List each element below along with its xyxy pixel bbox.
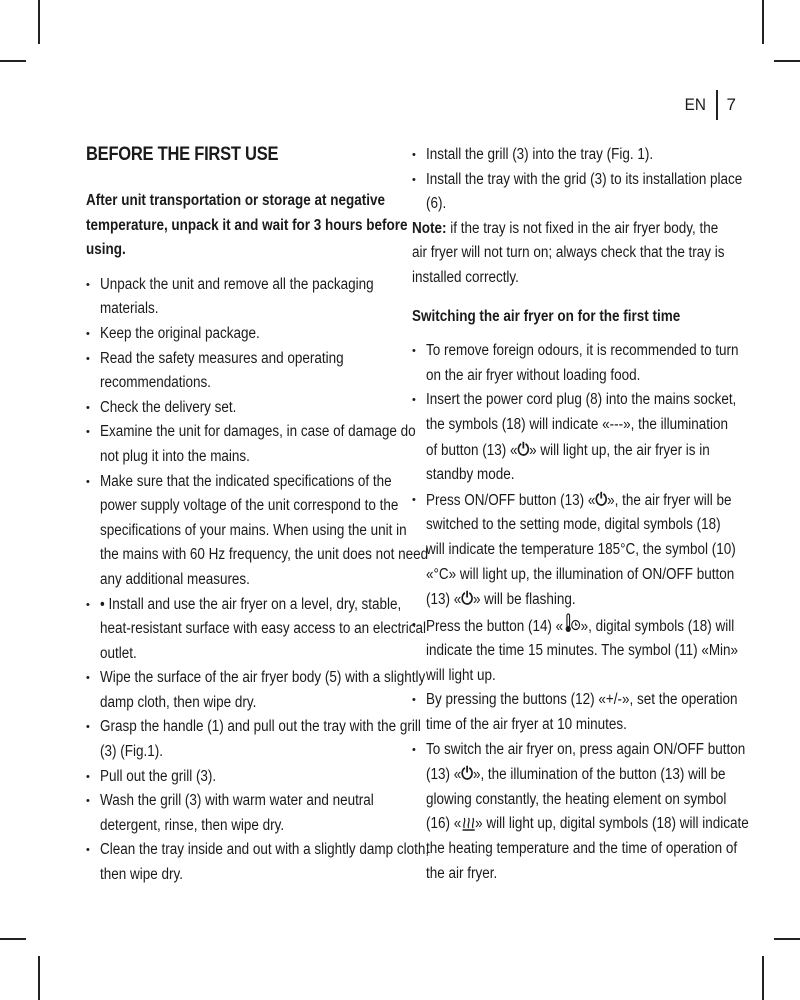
- crop-mark: [0, 938, 26, 940]
- list-item: • Install the tray with the grid (3) to its installation place (6).: [412, 168, 722, 217]
- list-item: • Press the button (14) « », digital symbols (18) will indicate the time 15 minutes. The symbol (11) «Min» will light up.: [412, 613, 722, 689]
- list-item: • Press ON/OFF button (13) «⏻», the air fryer will be switched to the setting mode, digital symbols (18) will indicate the temperature 185°C, the symbol (10) «°C» will light up, the illumination of ON/OFF button (13) «⏻» will be flashing.: [412, 488, 722, 613]
- right-column: [412, 143, 749, 886]
- list-item: • Make sure that the indicated specifications of the power supply voltage of the unit correspond to the specifications of your mains. When using the unit in the mains with 60 Hz frequency, the unit does not need any additional measures.: [86, 470, 400, 593]
- list-item: • By pressing the buttons (12) «+/-», set the operation time of the air fryer at 10 minutes.: [412, 688, 722, 737]
- crop-mark: [762, 956, 764, 1000]
- power-icon: ⏻: [595, 489, 608, 509]
- list-item: • To remove foreign odours, it is recommended to turn on the air fryer without loading food.: [412, 339, 722, 388]
- subsection-title: Switching the air fryer on for the first time: [412, 307, 681, 325]
- power-icon: ⏻: [461, 589, 473, 609]
- installation-list: [412, 143, 743, 217]
- preparation-list: [86, 273, 430, 888]
- list-item: • Keep the original package.: [86, 322, 400, 347]
- crop-mark: [38, 956, 40, 1000]
- power-icon: ⏻: [517, 439, 530, 459]
- list-item: • Check the delivery set.: [86, 396, 400, 421]
- list-item: • Read the safety measures and operating recommendations.: [86, 347, 400, 396]
- heating-element-icon: [461, 812, 475, 832]
- crop-mark: [38, 0, 40, 44]
- first-switch-on-list: [412, 339, 749, 886]
- list-item: • Unpack the unit and remove all the packaging materials.: [86, 273, 400, 322]
- list-item: • Install the grill (3) into the tray (Fig. 1).: [412, 143, 722, 168]
- power-icon: ⏻: [461, 764, 473, 784]
- list-item: • • Install and use the air fryer on a level, dry, stable, heat-resistant surface with easy access to an electrical outlet.: [86, 593, 400, 667]
- list-item: • Insert the power cord plug (8) into the mains socket, the symbols (18) will indicate «---», the illumination of button (13) «⏻» will light up, the air fryer is in standby mode.: [412, 388, 722, 487]
- list-item: • Pull out the grill (3).: [86, 765, 400, 790]
- crop-mark: [774, 60, 800, 62]
- list-item: • Examine the unit for damages, in case of damage do not plug it into the mains.: [86, 420, 400, 469]
- page-number: 7: [726, 95, 736, 114]
- intro-paragraph: After unit transportation or storage at negative temperature, unpack it and wait for 3 hours before using.: [86, 192, 408, 259]
- list-item: • Wash the grill (3) with warm water and neutral detergent, rinse, then wipe dry.: [86, 789, 400, 838]
- crop-mark: [774, 938, 800, 940]
- note-paragraph: Note: if the tray is not fixed in the air fryer body, the air fryer will not turn on; always check that the tray is installed correctly.: [412, 219, 725, 286]
- list-item: • Wipe the surface of the air fryer body (5) with a slightly damp cloth, then wipe dry.: [86, 666, 400, 715]
- section-title: BEFORE THE FIRST USE: [86, 144, 279, 165]
- thermometer-clock-icon: [563, 613, 580, 635]
- list-item: • Grasp the handle (1) and pull out the tray with the grill (3) (Fig.1).: [86, 715, 400, 764]
- list-item: • To switch the air fryer on, press again ON/OFF button (13) «⏻», the illumination of the button (13) will be glowing constantly, the heating element on symbol (16) « » will light up, digital symbols (18) will indicate the heating temperature and the time of operation of the air fryer.: [412, 738, 722, 887]
- crop-mark: [0, 60, 26, 62]
- language-code: EN: [684, 95, 706, 114]
- list-item: • Clean the tray inside and out with a slightly damp cloth, then wipe dry.: [86, 838, 400, 887]
- crop-mark: [762, 0, 764, 44]
- page-header: [683, 90, 736, 120]
- note-label: Note:: [412, 219, 447, 237]
